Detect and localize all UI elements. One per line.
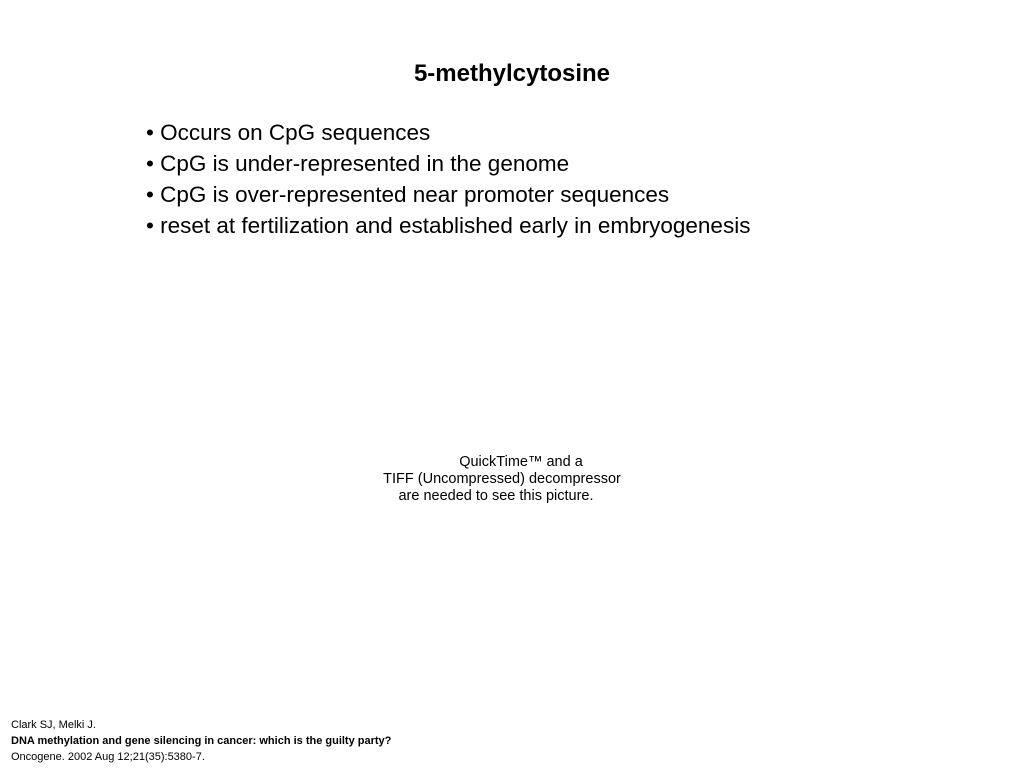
placeholder-line: are needed to see this picture. [398,488,594,504]
citation-article-title: DNA methylation and gene silencing in cancer: which is the guilty party? [11,735,392,747]
placeholder-line: QuickTime™ and a [459,454,583,470]
citation [11,717,391,765]
citation-authors: Clark SJ, Melki J. [11,719,96,731]
bullet-item: • Occurs on CpG sequences [146,120,431,145]
placeholder-line: TIFF (Uncompressed) decompressor [383,471,621,487]
bullet-item: • CpG is over-represented near promoter sequences [146,182,670,207]
citation-journal: Oncogene. 2002 Aug 12;21(35):5380-7. [11,751,205,763]
missing-picture-placeholder [330,454,690,505]
slide-title: 5-methylcytosine [413,60,611,87]
bullet-item: • CpG is under-represented in the genome [146,151,570,176]
bullet-list [146,117,750,241]
bullet-item: • reset at fertilization and established early in embryogenesis [146,213,751,238]
